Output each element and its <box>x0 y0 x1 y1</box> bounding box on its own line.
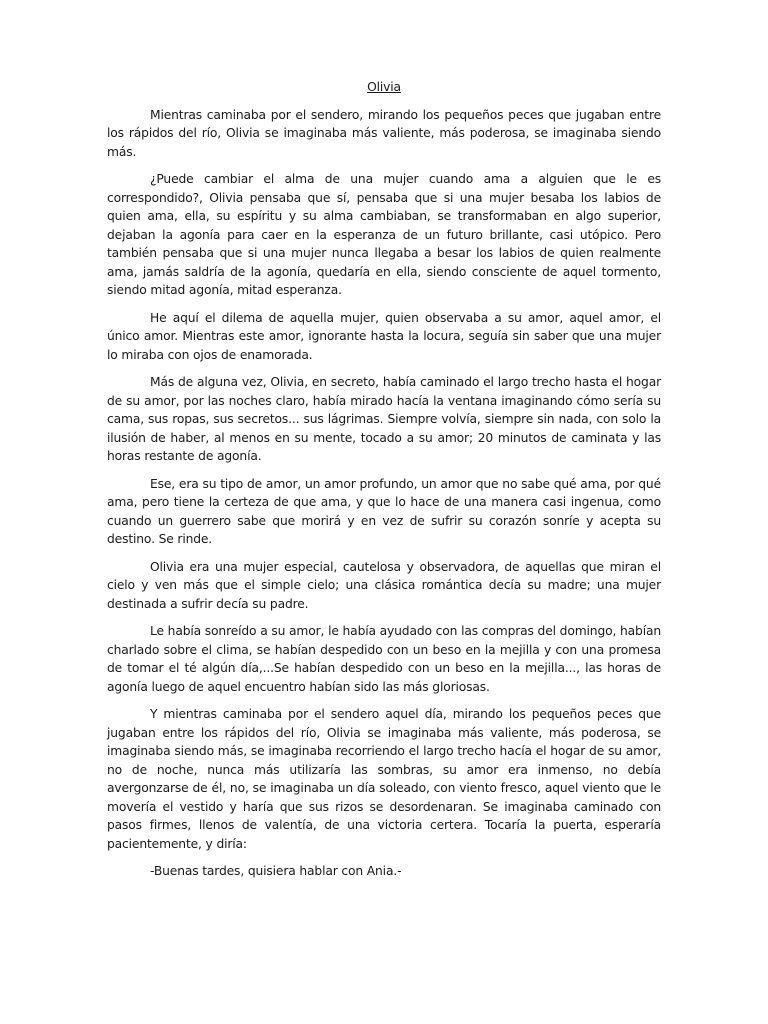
paragraph-3: He aquí el dilema de aquella mujer, quien observaba a su amor, aquel amor, el único amor. Mientras este amor, ignorante hasta la locura, seguía sin saber que una mujer lo miraba con ojos de enamorada. <box>107 310 661 362</box>
document-title: Olivia <box>367 80 401 94</box>
paragraph-7: Le había sonreído a su amor, le había ayudado con las compras del domingo, habían charlado sobre el clima, se habían despedido con un beso en la mejilla y con una promesa de tomar el té algún día,...Se habían despedido con un beso en la mejilla..., las horas de agonía luego de aquel encuentro habían sido las más gloriosas. <box>107 624 661 694</box>
paragraph-9: -Buenas tardes, quisiera hablar con Ania.- <box>150 864 402 878</box>
paragraph-1: Mientras caminaba por el sendero, mirando los pequeños peces que jugaban entre los rápidos del río, Olivia se imaginaba más valiente, más poderosa, se imaginaba siendo más. <box>107 107 661 159</box>
paragraph-6: Olivia era una mujer especial, cautelosa y observadora, de aquellas que miran el cielo y ven más que el simple cielo; una clásica romántica decía su madre; una mujer destinada a sufrir decía su padre. <box>107 559 661 611</box>
document-page <box>107 78 661 890</box>
paragraph-4: Más de alguna vez, Olivia, en secreto, había caminado el largo trecho hasta el hogar de su amor, por las noches claro, había mirado hacía la ventana imaginando cómo sería su cama, sus ropas, sus secretos... sus lágrimas. Siempre volvía, siempre sin nada, con solo la ilusión de haber, al menos en su mente, tocado a su amor; 20 minutos de caminata y las horas restante de agonía. <box>107 375 661 463</box>
paragraph-8: Y mientras caminaba por el sendero aquel día, mirando los pequeños peces que jugaban entre los rápidos del río, Olivia se imaginaba más valiente, más poderosa, se imaginaba siendo más, se imaginaba recorriendo el largo trecho hacía el hogar de su amor, no de noche, nunca más utilizaría las sombras, su amor era inmenso, no debía avergonzarse de él, no, se imaginaba un día soleado, con viento fresco, aquel viento que le movería el vestido y haría que sus rizos se desordenaran. Se imaginaba caminado con pasos firmes, llenos de valentía, de una victoria certera. Tocaría la puerta, esperaría pacientemente, y diría: <box>107 707 661 851</box>
paragraph-5: Ese, era su tipo de amor, un amor profundo, un amor que no sabe qué ama, por qué ama, pero tiene la certeza de que ama, y que lo hace de una manera casi ingenua, como cuando un guerrero sabe que morirá y en vez de sufrir su corazón sonríe y acepta su destino. Se rinde. <box>107 476 661 546</box>
paragraph-2: ¿Puede cambiar el alma de una mujer cuando ama a alguien que le es correspondido?, Olivia pensaba que sí, pensaba que si una mujer besaba los labios de quien ama, ella, su espíritu y su alma cambiaban, se transformaban en algo superior, dejaban la agonía para caer en la esperanza de un futuro brillante, casi utópico. Pero también pensaba que si una mujer nunca llegaba a besar los labios de quien realmente ama, jamás saldría de la agonía, quedaría en ella, siendo consciente de aquel tormento, siendo mitad agonía, mitad esperanza. <box>107 172 661 297</box>
